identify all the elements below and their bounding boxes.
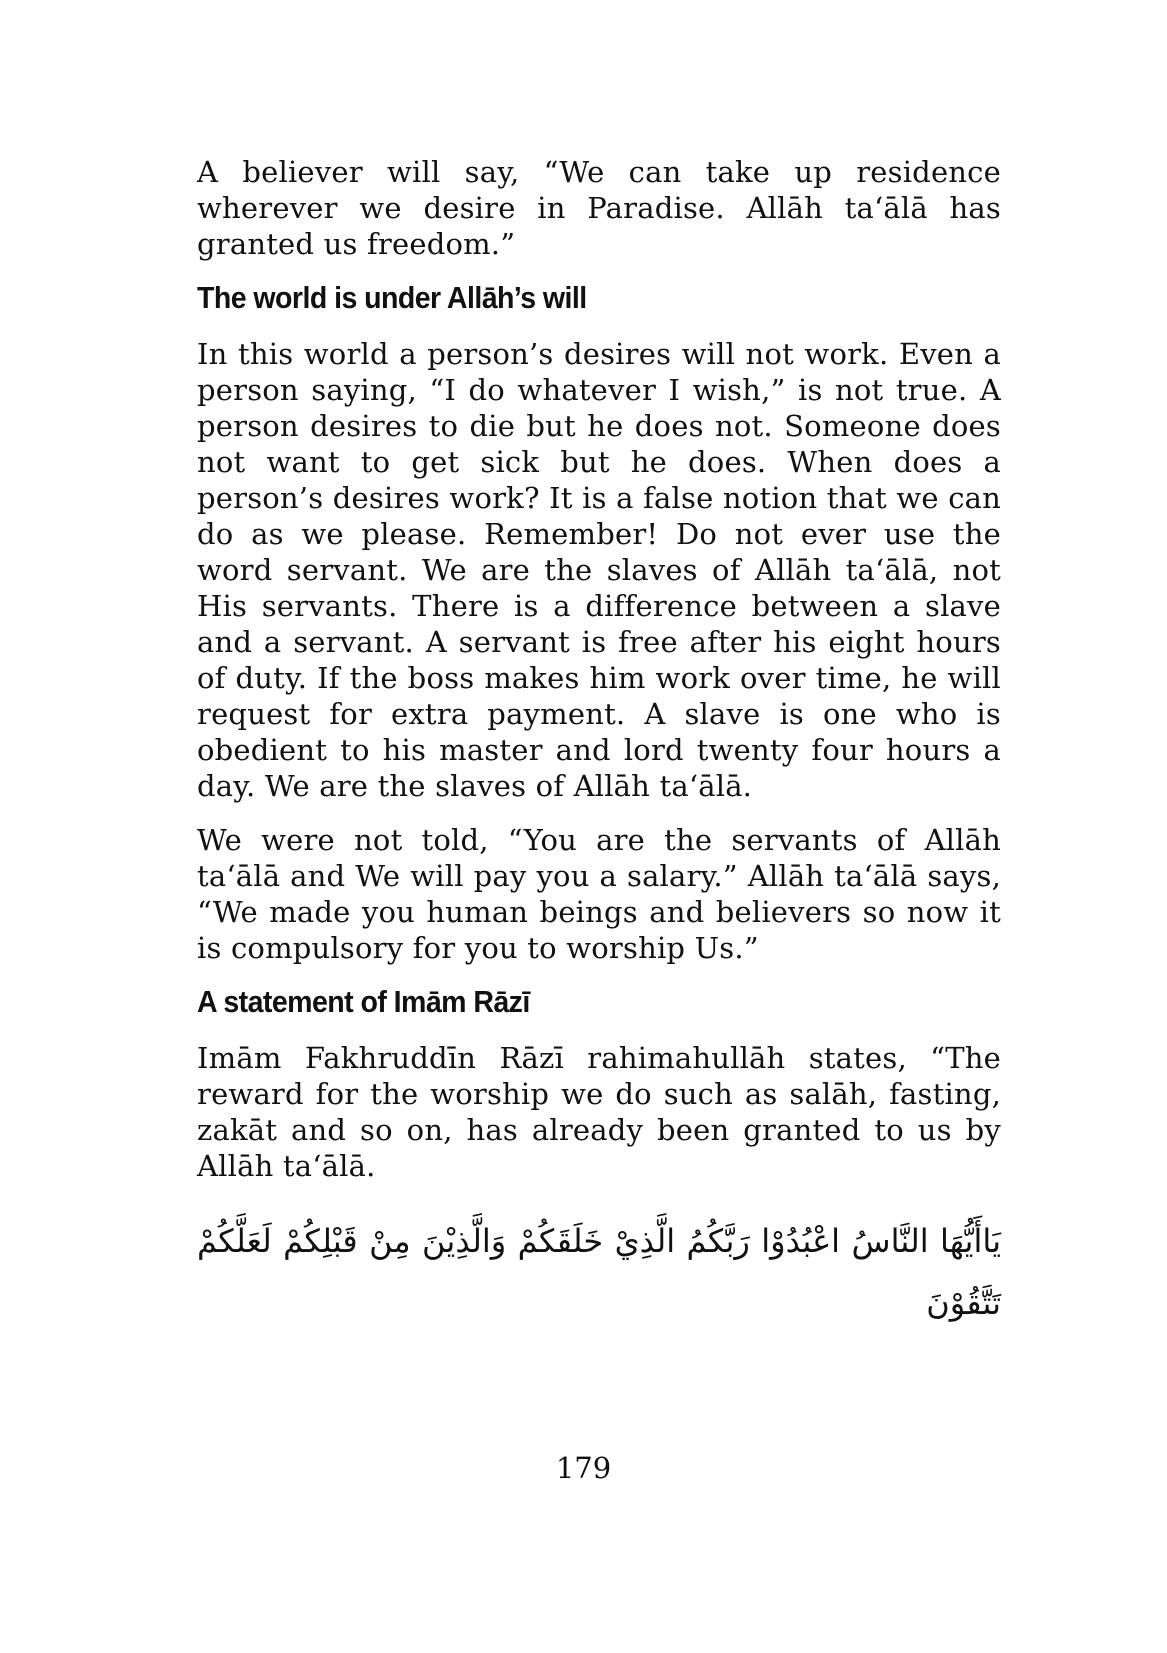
- paragraph-worship: We were not told, “You are the servants of Allāh ta‘ālā and We will pay you a salary.” Allāh ta‘ālā says, “We made you human beings and believers so now it is compulsory for you to worship Us.”: [197, 823, 1001, 965]
- page-content: [197, 154, 1001, 1334]
- arabic-verse: يَاأَيُّهَا النَّاسُ اعْبُدُوْا رَبَّكُمُ الَّذِيْ خَلَقَكُمْ وَالَّذِيْنَ مِنْ قَبْلِكُمْ لَعَلَّكُمْ تَتَّقُوْنَ: [197, 1222, 1001, 1322]
- paragraph-intro: A believer will say, “We can take up residence wherever we desire in Paradise. Allāh ta‘ālā has granted us freedom.”: [197, 155, 1001, 261]
- page-number: 179: [555, 1451, 612, 1485]
- paragraph-imam-razi: Imām Fakhruddīn Rāzī rahimahullāh states, “The reward for the worship we do such as salāh, fasting, zakāt and so on, has already been granted to us by Allāh ta‘ālā.: [197, 1041, 1001, 1183]
- paragraph-desires: In this world a person’s desires will not work. Even a person saying, “I do whatever I wish,” is not true. A person desires to die but he does not. Someone does not want to get sick but he does. When does a person’s desires work? It is a false notion that we can do as we please. Remember! Do not ever use the word servant. We are the slaves of Allāh ta‘ālā, not His servants. There is a difference between a slave and a servant. A servant is free after his eight hours of duty. If the boss makes him work over time, he will request for extra payment. A slave is one who is obedient to his master and lord twenty four hours a day. We are the slaves of Allāh ta‘ālā.: [197, 337, 1001, 803]
- heading-statement-imam-razi: A statement of Imām Rāzī: [197, 984, 530, 1019]
- heading-world-under-allah-will: The world is under Allāh’s will: [197, 280, 587, 315]
